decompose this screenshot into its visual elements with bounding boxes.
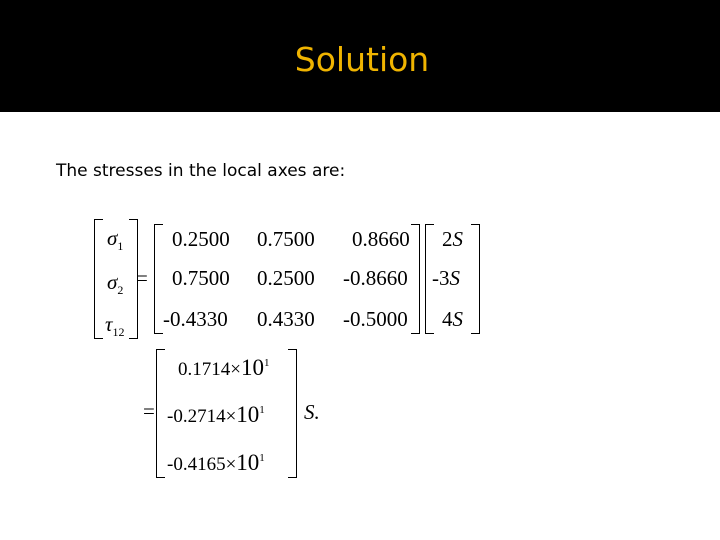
applied-stress-x: 2S [442,227,463,251]
result-equals-sign: = [143,399,155,423]
matrix-cell: 0.2500 [172,227,230,251]
matrix-cell: -0.8660 [343,266,408,290]
result-left-bracket [156,349,165,478]
slide-title: Solution [294,40,430,79]
applied-right-bracket [471,224,480,334]
result-row-2: $-0.2714\times 10^1$ [167,402,265,427]
result-row-1: $0.1714\times 10^1$ [178,355,270,380]
matrix-cell: 0.2500 [257,266,315,290]
result-scale-factor: S. [304,400,320,424]
lhs-sigma-1: $\sigma_1$ [107,226,124,253]
matrix-cell: 0.7500 [172,266,230,290]
applied-stress-xy: 4S [442,307,463,331]
matrix-right-bracket [411,224,420,334]
matrix-cell: -0.4330 [163,307,228,331]
lhs-tau-12: $\tau_{12}$ [105,312,125,339]
matrix-cell: -0.5000 [343,307,408,331]
matrix-cell: 0.8660 [352,227,410,251]
intro-text: The stresses in the local axes are: [56,161,346,181]
applied-stress-y: -3S [432,266,460,290]
matrix-cell: 0.7500 [257,227,315,251]
matrix-cell: 0.4330 [257,307,315,331]
lhs-left-bracket [94,219,103,339]
equals-sign: = [136,266,148,290]
lhs-sigma-2: $\sigma_2$ [107,270,124,297]
result-row-3: $-0.4165\times 10^1$ [167,450,265,475]
result-right-bracket [288,349,297,478]
title-bar [0,0,720,112]
matrix-left-bracket [154,224,163,334]
